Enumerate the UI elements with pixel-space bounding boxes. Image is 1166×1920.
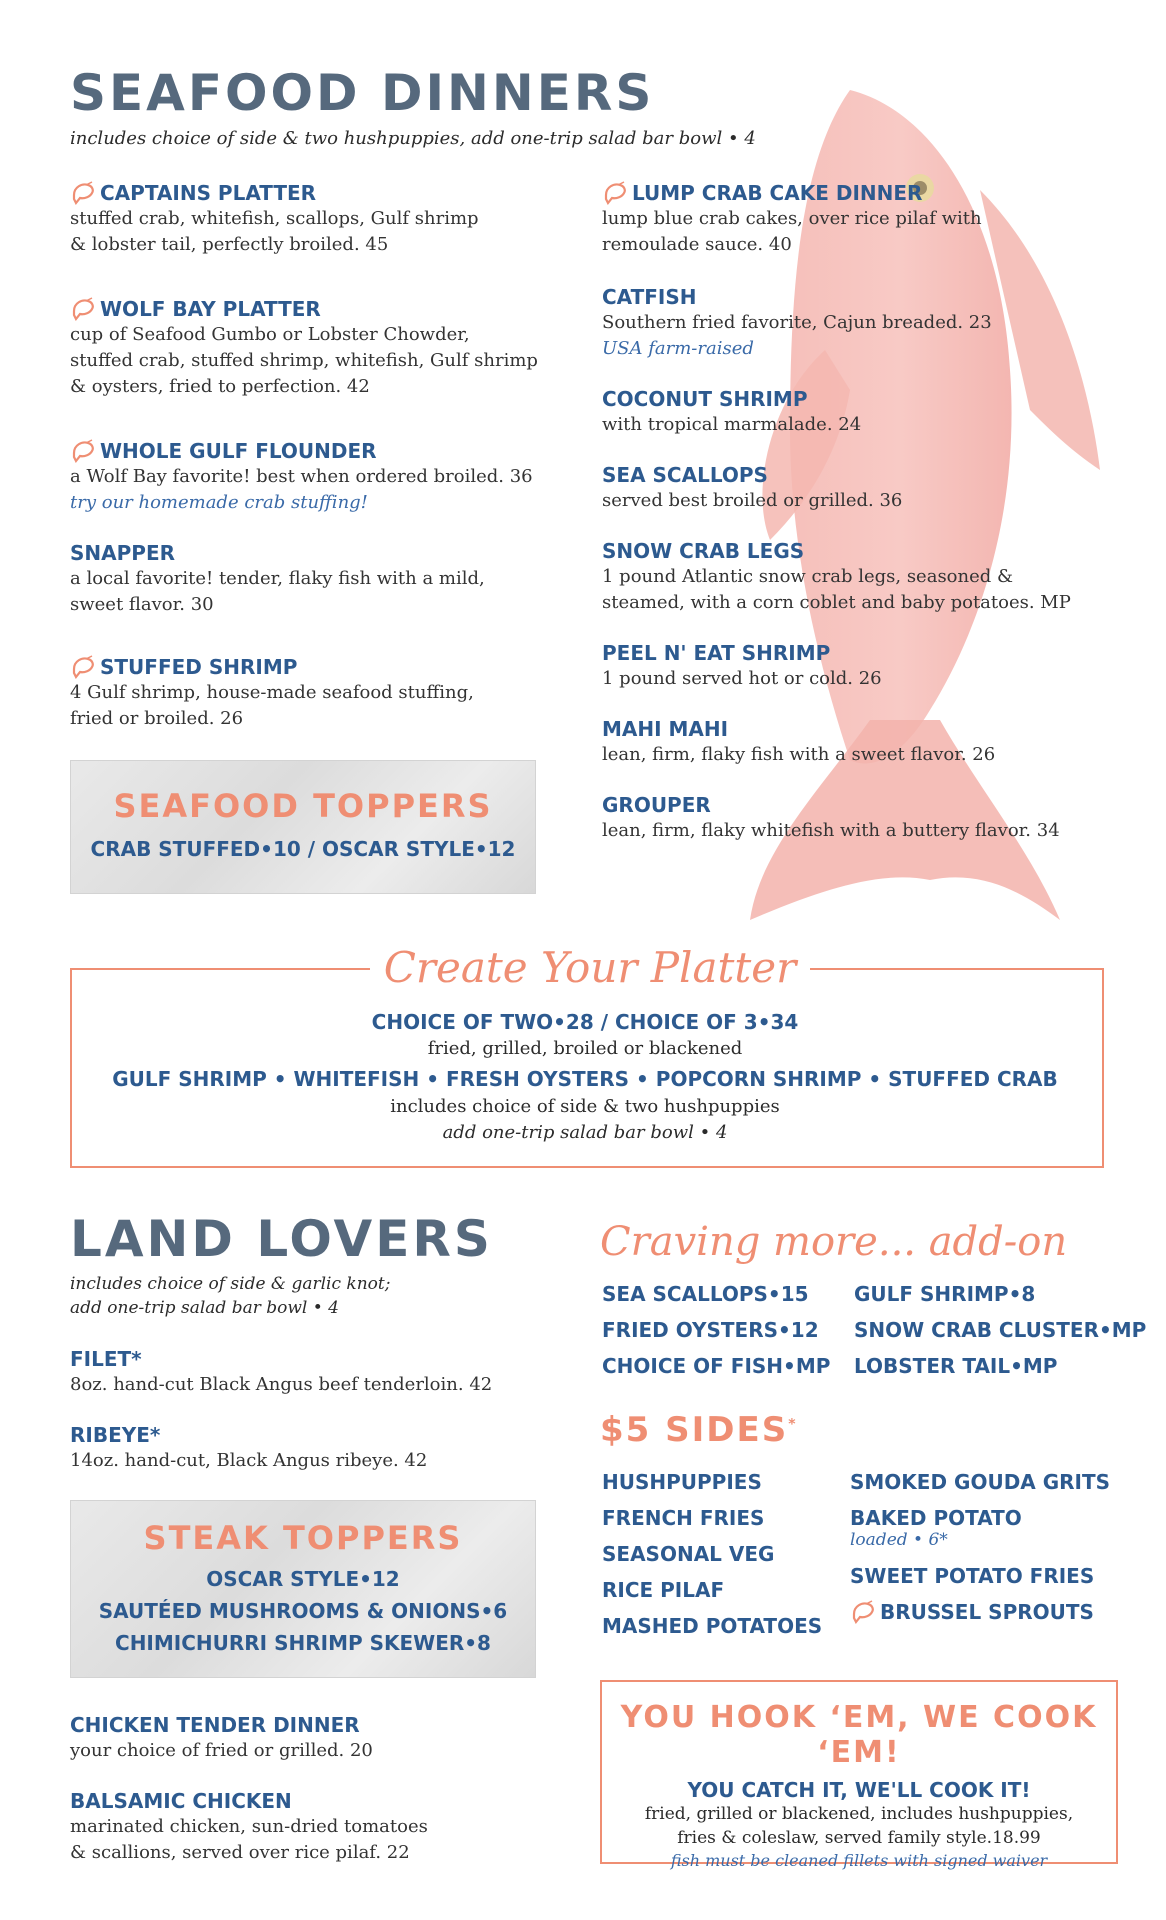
sides-title-text: $5 SIDES	[600, 1410, 789, 1450]
item-desc-line: 14oz. hand-cut, Black Angus ribeye. 42	[70, 1450, 428, 1471]
shrimp-icon	[70, 655, 96, 679]
item-desc-line: fried or broiled. 26	[70, 708, 244, 729]
addon-item: SNOW CRAB CLUSTER•MP	[854, 1318, 1147, 1342]
item-desc-line: cup of Seafood Gumbo or Lobster Chowder,	[70, 324, 470, 345]
seafood-toppers-box	[70, 760, 536, 894]
item-name: RIBEYE*	[70, 1423, 161, 1447]
hook-em-note: fish must be cleaned fillets with signed waiver	[670, 1851, 1048, 1870]
item-desc-line: stuffed crab, whitefish, scallops, Gulf shrimp	[70, 208, 479, 229]
menu-item-catfish	[602, 284, 1102, 362]
item-desc-line: remoulade sauce. 40	[602, 234, 792, 255]
item-name: FILET*	[70, 1347, 142, 1371]
menu-item-grouper	[602, 792, 1142, 844]
side-item: HUSHPUPPIES	[602, 1470, 762, 1494]
menu-item-peel-n-eat-shrimp	[602, 640, 1102, 692]
steak-toppers-title: STEAK TOPPERS	[143, 1519, 463, 1557]
shrimp-icon	[70, 181, 96, 205]
item-name: STUFFED SHRIMP	[100, 655, 298, 679]
item-desc-line: sweet flavor. 30	[70, 594, 214, 615]
menu-item-coconut-shrimp	[602, 386, 1102, 438]
menu-item-chicken-tender-dinner	[70, 1712, 570, 1764]
land-subtitle-line: includes choice of side & garlic knot;	[70, 1274, 391, 1294]
item-desc-line: served best broiled or grilled. 36	[602, 490, 903, 511]
item-desc-line: steamed, with a corn coblet and baby potatoes. MP	[602, 592, 1071, 613]
addon-item: LOBSTER TAIL•MP	[854, 1354, 1058, 1378]
shrimp-icon	[70, 439, 96, 463]
item-name: LUMP CRAB CAKE DINNER	[632, 181, 923, 205]
platter-choice-line: CHOICE OF TWO•28 / CHOICE OF 3•34	[371, 1010, 799, 1034]
item-name: BALSAMIC CHICKEN	[70, 1789, 292, 1813]
item-desc-line: lump blue crab cakes, over rice pilaf with	[602, 208, 982, 229]
sides-title-mark: *	[788, 1416, 798, 1433]
menu-item-stuffed-shrimp	[70, 654, 570, 732]
side-item-label: BRUSSEL SPROUTS	[880, 1600, 1094, 1624]
side-item: MASHED POTATOES	[602, 1614, 823, 1638]
menu-item-ribeye	[70, 1422, 570, 1474]
item-desc-line: & scallions, served over rice pilaf. 22	[70, 1842, 410, 1863]
menu-item-captains-platter	[70, 180, 570, 258]
land-lovers-title: LAND LOVERS	[70, 1210, 493, 1268]
steak-topper-line: OSCAR STYLE•12	[206, 1567, 400, 1591]
item-name: SNOW CRAB LEGS	[602, 539, 805, 563]
item-desc-line: & oysters, fried to perfection. 42	[70, 376, 370, 397]
item-name: CAPTAINS PLATTER	[100, 181, 317, 205]
item-desc-line: lean, firm, flaky whitefish with a buttery flavor. 34	[602, 820, 1060, 841]
seafood-subtitle: includes choice of side & two hushpuppies, add one-trip salad bar bowl • 4	[70, 128, 756, 149]
item-name: WOLF BAY PLATTER	[100, 297, 321, 321]
menu-item-sea-scallops	[602, 462, 1102, 514]
item-desc-line: lean, firm, flaky fish with a sweet flavor. 26	[602, 744, 996, 765]
item-desc-line: stuffed crab, stuffed shrimp, whitefish, Gulf shrimp	[70, 350, 538, 371]
side-item: BAKED POTATO	[850, 1506, 1022, 1530]
steak-topper-line: SAUTÉED MUSHROOMS & ONIONS•6	[98, 1599, 508, 1623]
hook-em-desc-line: fried, grilled or blackened, includes hushpuppies,	[644, 1804, 1074, 1824]
seafood-toppers-line: CRAB STUFFED•10 / OSCAR STYLE•12	[90, 837, 516, 861]
shrimp-icon	[70, 297, 96, 321]
side-item: SMOKED GOUDA GRITS	[850, 1470, 1111, 1494]
seafood-toppers-title: SEAFOOD TOPPERS	[113, 787, 493, 825]
menu-item-whole-gulf-flounder	[70, 438, 570, 516]
addons-title: Craving more... add-on	[600, 1219, 1068, 1265]
hook-em-title: YOU HOOK ‘EM, WE COOK ‘EM!	[620, 1700, 1098, 1770]
item-note: USA farm-raised	[602, 338, 754, 359]
side-item-brussel-sprouts	[850, 1594, 1094, 1630]
item-name: WHOLE GULF FLOUNDER	[100, 439, 377, 463]
steak-toppers-box	[70, 1500, 536, 1678]
item-name: CATFISH	[602, 285, 697, 309]
addon-item: GULF SHRIMP•8	[854, 1282, 1036, 1306]
menu-item-snapper	[70, 540, 570, 618]
item-note: try our homemade crab stuffing!	[70, 492, 368, 513]
menu-item-mahi-mahi	[602, 716, 1102, 768]
item-desc-line: 1 pound Atlantic snow crab legs, seasoned &	[602, 566, 1014, 587]
menu-item-lump-crab-cake	[602, 180, 1102, 258]
shrimp-icon	[850, 1600, 876, 1624]
menu-item-balsamic-chicken	[70, 1788, 570, 1866]
addon-item: SEA SCALLOPS•15	[602, 1282, 809, 1306]
item-desc-line: marinated chicken, sun-dried tomatoes	[70, 1816, 428, 1837]
item-desc-line: Southern fried favorite, Cajun breaded. 23	[602, 312, 992, 333]
item-desc-line: 4 Gulf shrimp, house-made seafood stuffing,	[70, 682, 474, 703]
side-item: FRENCH FRIES	[602, 1506, 765, 1530]
hook-em-box	[600, 1680, 1118, 1870]
seafood-dinners-title: SEAFOOD DINNERS	[70, 64, 655, 122]
item-name: MAHI MAHI	[602, 717, 729, 741]
sides-title	[600, 1410, 798, 1450]
platter-salad-line: add one-trip salad bar bowl • 4	[442, 1122, 728, 1143]
item-desc-line: 8oz. hand-cut Black Angus beef tenderloin. 42	[70, 1374, 493, 1395]
side-item: SEASONAL VEG	[602, 1542, 775, 1566]
platter-cooking-line: fried, grilled, broiled or blackened	[427, 1038, 743, 1059]
side-item-note: loaded • 6*	[850, 1530, 948, 1550]
side-item: RICE PILAF	[602, 1578, 725, 1602]
item-name: COCONUT SHRIMP	[602, 387, 808, 411]
land-subtitle-line: add one-trip salad bar bowl • 4	[70, 1298, 339, 1318]
item-name: CHICKEN TENDER DINNER	[70, 1713, 360, 1737]
item-desc-line: 1 pound served hot or cold. 26	[602, 668, 882, 689]
hook-em-subtitle: YOU CATCH IT, WE'LL COOK IT!	[687, 1778, 1031, 1802]
item-name: SNAPPER	[70, 541, 175, 565]
addon-item: FRIED OYSTERS•12	[602, 1318, 819, 1342]
addon-item: CHOICE OF FISH•MP	[602, 1354, 831, 1378]
item-desc-line: a Wolf Bay favorite! best when ordered broiled. 36	[70, 466, 533, 487]
item-name: GROUPER	[602, 793, 711, 817]
item-desc-line: your choice of fried or grilled. 20	[70, 1740, 373, 1761]
menu-item-wolf-bay-platter	[70, 296, 570, 400]
shrimp-icon	[602, 181, 628, 205]
item-desc-line: with tropical marmalade. 24	[602, 414, 862, 435]
side-item: SWEET POTATO FRIES	[850, 1564, 1095, 1588]
platter-options-line: GULF SHRIMP • WHITEFISH • FRESH OYSTERS • POPCORN SHRIMP • STUFFED CRAB	[112, 1067, 1058, 1091]
item-name: PEEL N' EAT SHRIMP	[602, 641, 831, 665]
menu-item-snow-crab-legs	[602, 538, 1142, 616]
hook-em-desc-line: fries & coleslaw, served family style.18.99	[677, 1828, 1041, 1848]
steak-topper-line: CHIMICHURRI SHRIMP SKEWER•8	[115, 1631, 491, 1655]
platter-includes-line: includes choice of side & two hushpuppies	[390, 1096, 780, 1117]
item-desc-line: a local favorite! tender, flaky fish with a mild,	[70, 568, 485, 589]
platter-title: Create Your Platter	[370, 940, 810, 996]
item-desc-line: & lobster tail, perfectly broiled. 45	[70, 234, 389, 255]
menu-item-filet	[70, 1346, 570, 1398]
item-name: SEA SCALLOPS	[602, 463, 768, 487]
